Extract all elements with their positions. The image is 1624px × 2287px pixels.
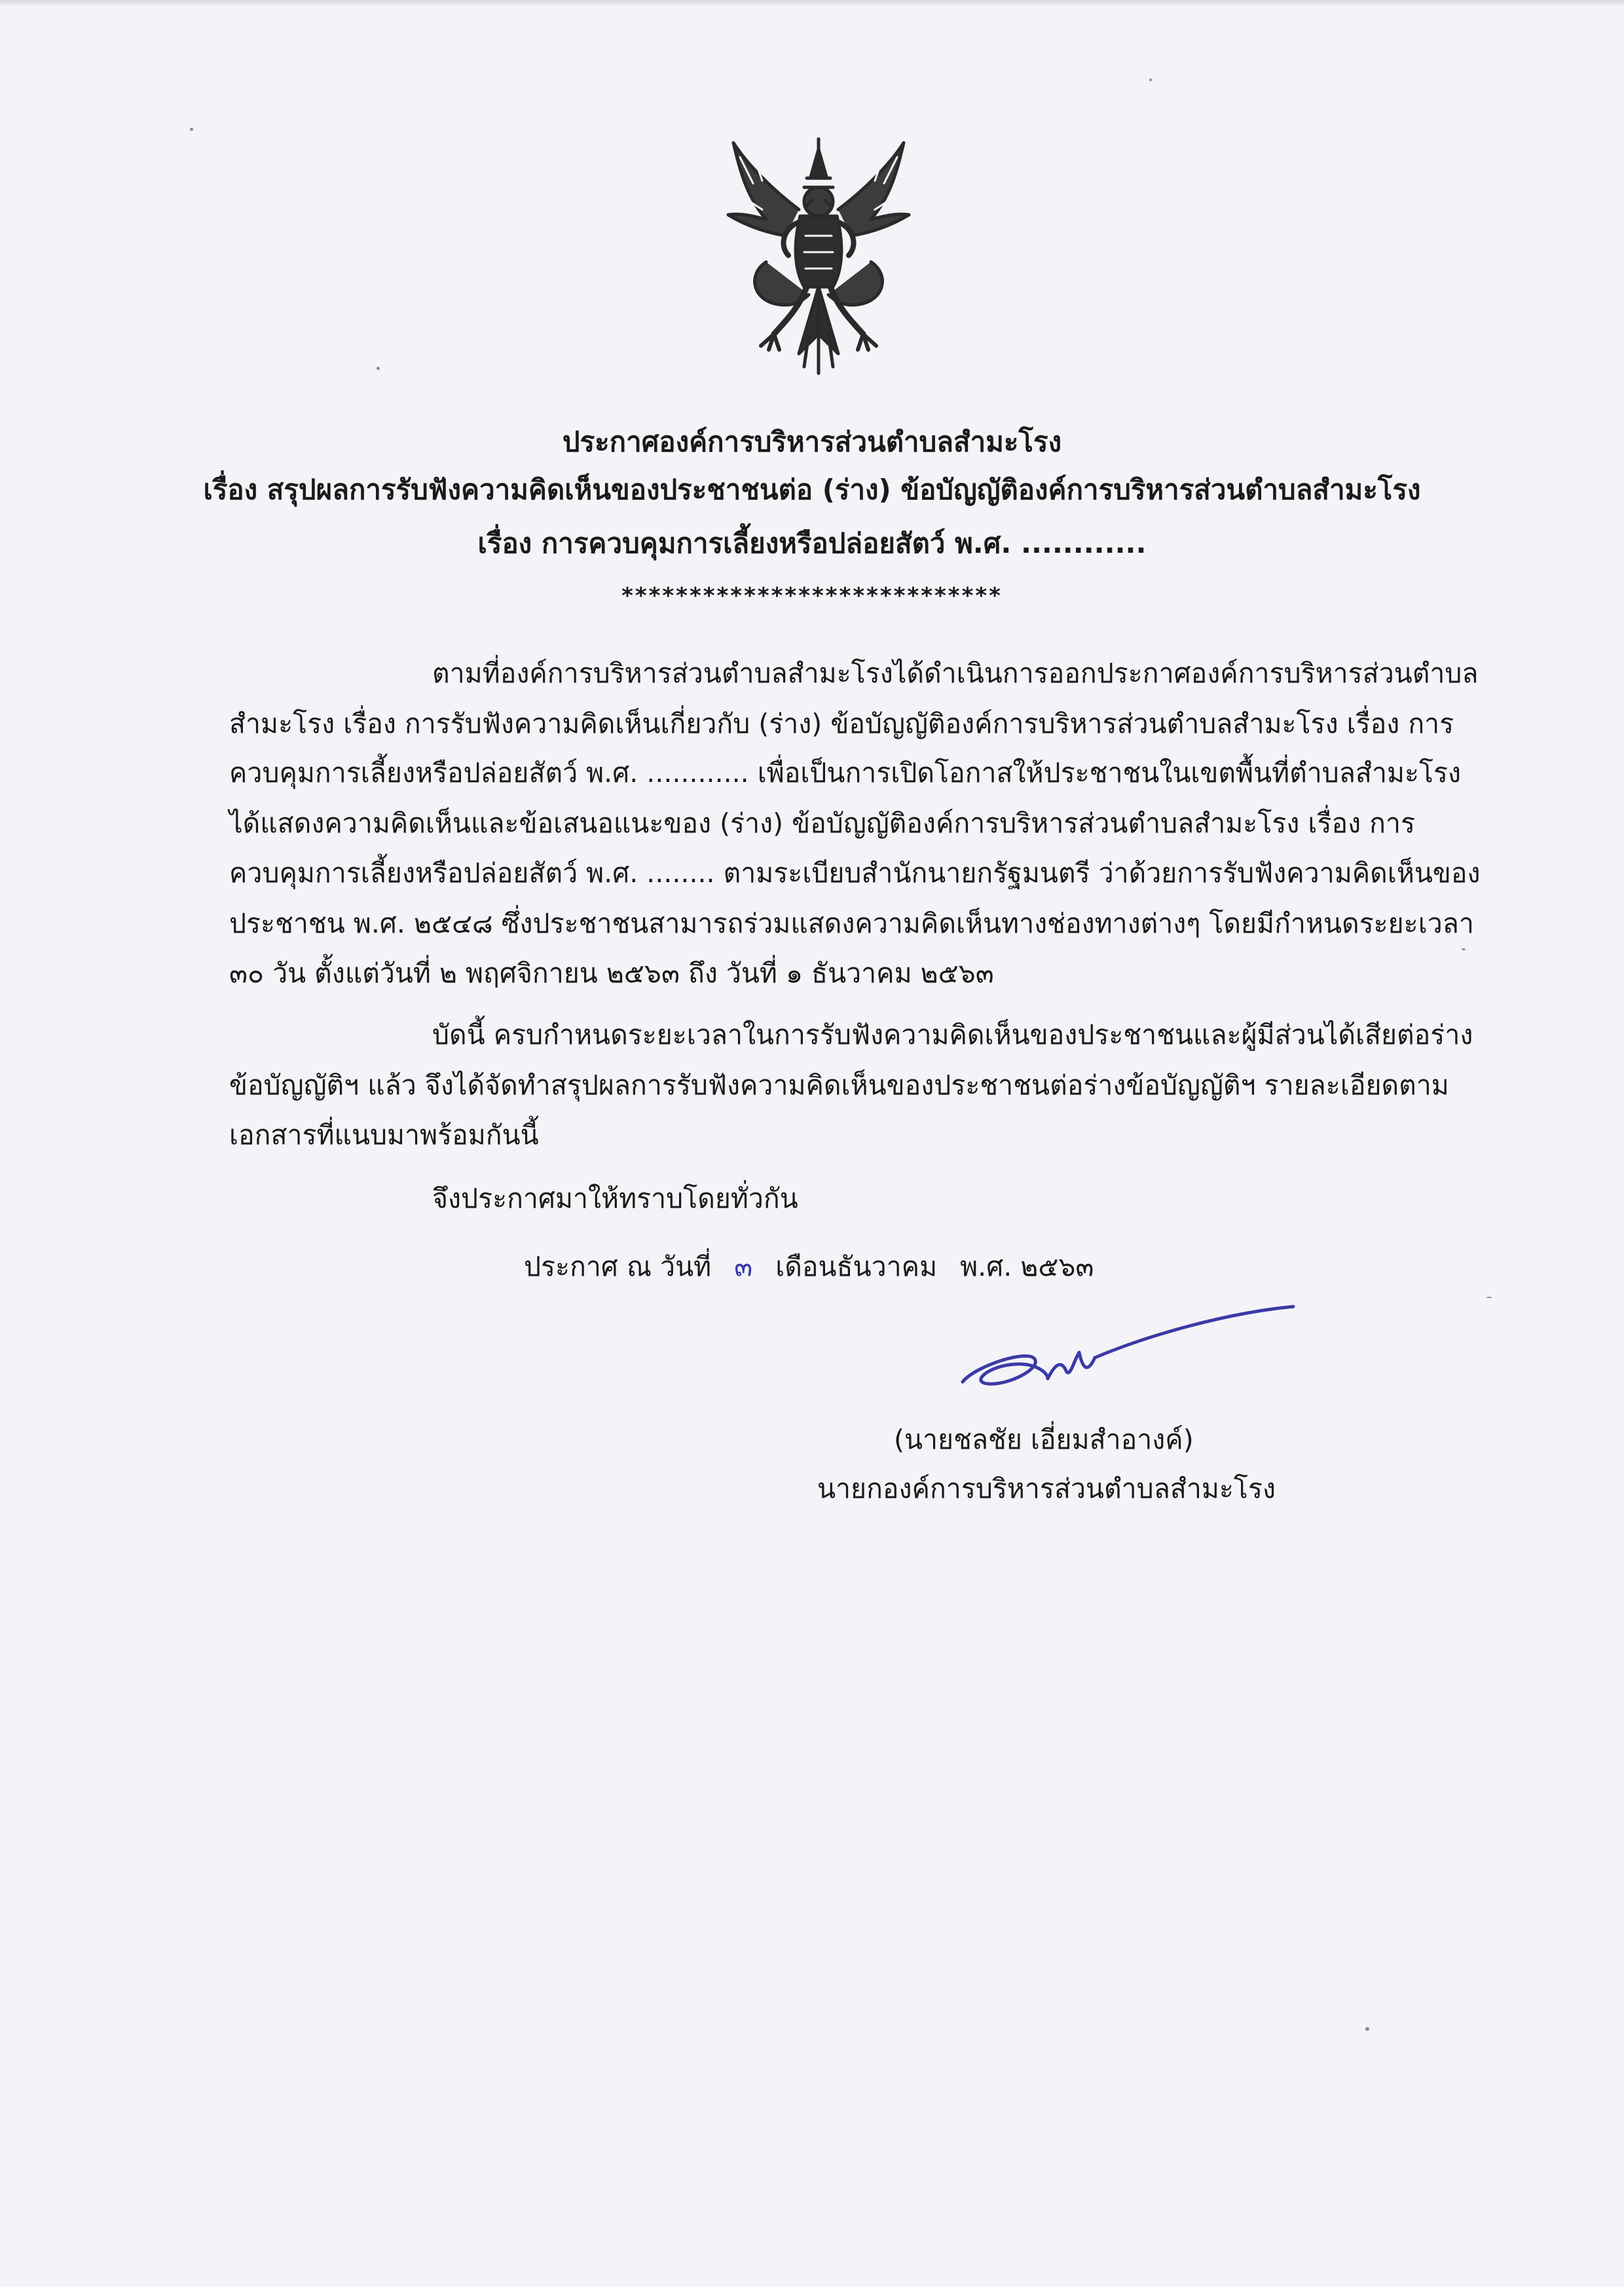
paragraph-2-line-3: เอกสารที่แนบมาพร้อมกันนี้ [229,1119,539,1151]
signatory-name: (นายชลชัย เอี่ยมสำอางค์) [894,1424,1194,1455]
garuda-emblem-icon [720,138,917,380]
paragraph-2-line-1: บัดนี้ ครบกำหนดระยะเวลาในการรับฟังความคิดเห็นของประชาชนและผู้มีส่วนได้เสียต่อร่าง [432,1019,1473,1051]
scan-speck [1149,79,1152,81]
subject-line-2: เรื่อง การควบคุมการเลี้ยงหรือปล่อยสัตว์ พ.ศ. ............ [477,527,1147,559]
document-title: ประกาศองค์การบริหารส่วนตำบลสำมะโรง [562,426,1062,458]
date-line [524,1247,1094,1286]
paragraph-1-line-6: ประชาชน พ.ศ. ๒๕๔๘ ซึ่งประชาชนสามารถร่วมแสดงความคิดเห็นทางช่องทางต่างๆ โดยมีกำหนดระยะเวลา [229,908,1474,939]
closing-line: จึงประกาศมาให้ทราบโดยทั่วกัน [432,1183,798,1214]
scan-speck [377,367,380,370]
paragraph-1-line-5: ควบคุมการเลี้ยงหรือปล่อยสัตว์ พ.ศ. ........ ตามระเบียบสำนักนายกรัฐมนตรี ว่าด้วยการรับฟังความคิดเห็นของ [229,857,1481,889]
date-day: ๓ [734,1251,753,1282]
paragraph-2-line-2: ข้อบัญญัติฯ แล้ว จึงได้จัดทำสรุปผลการรับฟังความคิดเห็นของประชาชนต่อร่างข้อบัญญัติฯ รายละเอียดตาม [229,1069,1449,1101]
paragraph-1-line-3: ควบคุมการเลี้ยงหรือปล่อยสัตว์ พ.ศ. ............ เพื่อเป็นการเปิดโอกาสให้ประชาชนในเขตพื้นที่ตำบลสำมะโรง [229,757,1462,789]
subject-line-1: เรื่อง สรุปผลการรับฟังความคิดเห็นของประชาชนต่อ (ร่าง) ข้อบัญญัติองค์การบริหารส่วนตำบลสำมะโรง [203,474,1421,506]
paragraph-1-line-1: ตามที่องค์การบริหารส่วนตำบลสำมะโรงได้ดำเนินการออกประกาศองค์การบริหารส่วนตำบล [432,658,1479,689]
signatory-position: นายกองค์การบริหารส่วนตำบลสำมะโรง [817,1473,1276,1504]
scan-speck [1365,2027,1369,2031]
handwritten-signature [950,1287,1297,1398]
paragraph-1-line-2: สำมะโรง เรื่อง การรับฟังความคิดเห็นเกี่ยวกับ (ร่าง) ข้อบัญญัติองค์การบริหารส่วนตำบลสำมะโรง เรื่อง การ [229,708,1454,739]
paragraph-1-line-7: ๓๐ วัน ตั้งแต่วันที่ ๒ พฤศจิกายน ๒๕๖๓ ถึง วันที่ ๑ ธันวาคม ๒๕๖๓ [229,958,994,989]
paragraph-1-line-4: ได้แสดงความคิดเห็นและข้อเสนอแนะของ (ร่าง) ข้อบัญญัติองค์การบริหารส่วนตำบลสำมะโรง เรื่อง การ [229,808,1416,839]
separator: **************************** [621,583,1003,609]
date-month: เดือนธันวาคม [775,1251,938,1282]
scan-speck [1462,948,1466,950]
date-prefix: ประกาศ ณ วันที่ [524,1251,712,1282]
scan-speck [1486,1297,1492,1298]
scan-edge [0,0,1624,7]
date-year: พ.ศ. ๒๕๖๓ [960,1251,1094,1282]
scan-speck [190,128,193,131]
